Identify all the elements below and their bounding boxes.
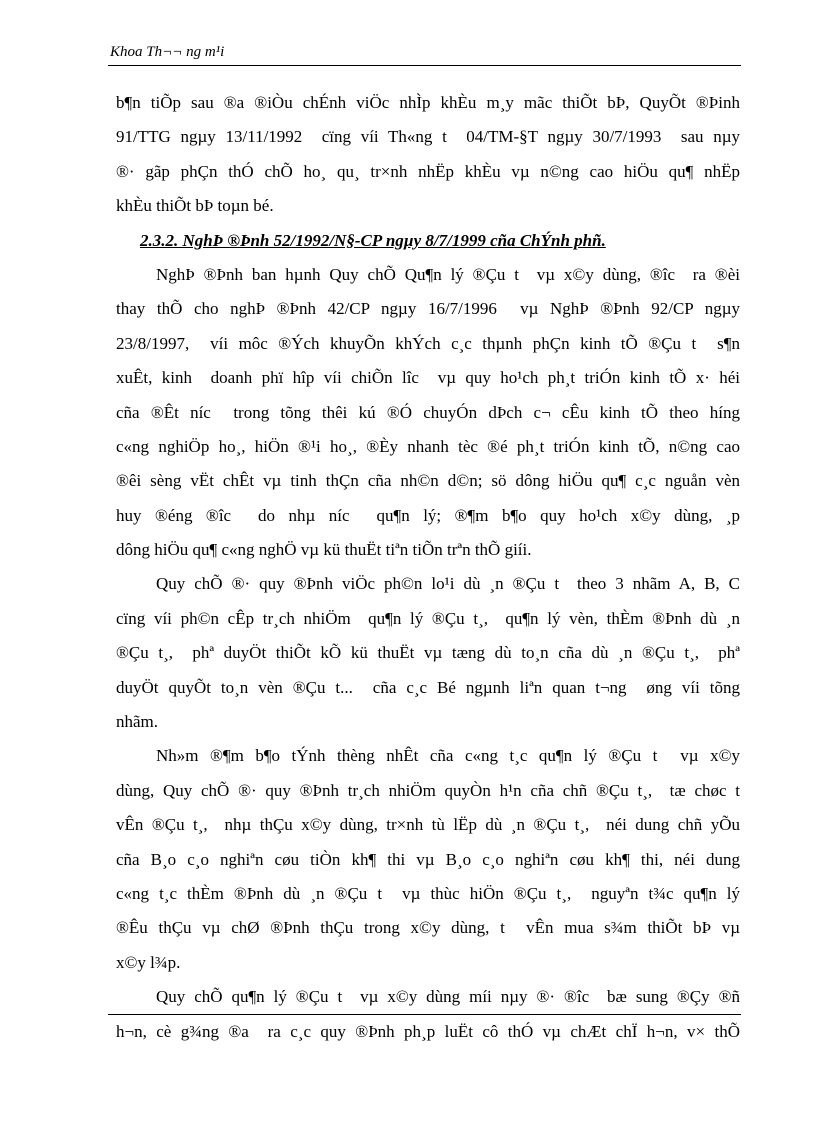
body-line: 91/TTG ngµy 13/11/1992 cïng víi Th«ng t 04/TM-§T ngµy 30/7/1993 sau nµy (116, 127, 740, 147)
body-line: cña ®Êt níc trong tõng thêi kú ®Ó chuyÓn dÞch c¬ cÊu kinh tÕ theo híng (116, 402, 740, 422)
document-body (116, 86, 740, 1049)
body-line: dông hiÖu qu¶ c«ng nghÖ vµ kü thuËt tiªn tiÕn trªn thÕ giíi. (116, 540, 532, 560)
body-line: huy ®éng ®îc do nhµ níc qu¶n lý; ®¶m b¶o quy ho¹ch x©y dùng, ¸p (116, 505, 740, 525)
paragraph-first-line: NghÞ ®Þnh ban hµnh Quy chÕ Qu¶n lý ®Çu t vµ x©y dùng, ®îc ra ®èi (156, 264, 740, 284)
body-line: c«ng t¸c thÈm ®Þnh dù ¸n ®Çu t vµ thùc hiÖn ®Çu t¸, nguyªn t¾c qu¶n lý (116, 883, 740, 903)
body-line: b¶n tiÕp sau ®a ®iÒu chÉnh viÖc nhÌp khÈu m¸y mãc thiÕt bÞ, QuyÕt ®Þinh (116, 93, 740, 112)
body-line: ®êi sèng vËt chÊt vµ tinh thÇn cña nh©n d©n; sö dông hiÖu qu¶ c¸c nguån vèn (116, 471, 740, 491)
section-heading-text: 2.3.2. NghÞ ®Þnh 52/1992/N§-CP ngµy 8/7/1999 cña ChÝnh phñ. (140, 230, 606, 250)
paragraph-first-line: Nh»m ®¶m b¶o tÝnh thèng nhÊt cña c«ng t¸c qu¶n lý ®Çu t vµ x©y (156, 746, 740, 766)
body-line: cña B¸o c¸o nghiªn cøu tiÒn kh¶ thi vµ B¸o c¸o nghiªn cøu kh¶ thi, néi dung (116, 849, 740, 869)
body-line: duyÖt quyÕt to¸n vèn ®Çu t... cña c¸c Bé ngµnh liªn quan t¬ng øng víi tõng (116, 677, 740, 697)
header-divider (108, 65, 741, 66)
body-line: ®Êu thÇu vµ chØ ®Þnh thÇu trong x©y dùng, t vÊn mua s¾m thiÕt bÞ vµ (116, 918, 740, 938)
footer-divider (108, 1014, 741, 1015)
body-line: cïng víi ph©n cÊp tr¸ch nhiÖm qu¶n lý ®Çu t¸, qu¶n lý vèn, thÈm ®Þnh dù ¸n (116, 608, 740, 628)
body-line: x©y l¾p. (116, 952, 181, 972)
paragraph-first-line: Quy chÕ qu¶n lý ®Çu t vµ x©y dùng míi nµy ®· ®îc bæ sung ®Çy ®ñ (156, 987, 740, 1007)
section-heading (116, 224, 740, 258)
header-title: Khoa Th¬¬ ng m¹i (110, 44, 225, 60)
body-line: vÊn ®Çu t¸, nhµ thÇu x©y dùng, tr×nh tù lËp dù ¸n ®Çu t¸, néi dung chñ yÕu (116, 815, 740, 835)
body-line: h¬n, cè g¾ng ®a ra c¸c quy ®Þnh ph¸p luËt cô thÓ vµ chÆt chÏ h¬n, v× thÕ (116, 1021, 740, 1041)
body-line: dùng, Quy chÕ ®· quy ®Þnh tr¸ch nhiÖm quyÒn h¹n cña chñ ®Çu t¸, tæ chøc t (116, 780, 740, 800)
body-line: ®Çu t¸, phª duyÖt thiÕt kÕ kü thuËt vµ tæng dù to¸n cña dù ¸n ®Çu t¸, phª (116, 643, 740, 663)
body-line: 23/8/1997, víi môc ®Ých khuyÕn khÝch c¸c thµnh phÇn kinh tÕ ®Çu t s¶n (116, 333, 740, 353)
body-line: xuÊt, kinh doanh phï hîp víi chiÕn lîc vµ quy ho¹ch ph¸t triÓn kinh tÕ x· héi (116, 368, 740, 388)
body-line: ®· gãp phÇn thÓ chÕ ho¸ qu¸ tr×nh nhËp khÈu vµ n©ng cao hiÖu qu¶ nhËp (116, 161, 740, 181)
body-line: khÈu thiÕt bÞ toµn bé. (116, 196, 274, 216)
body-line: c«ng nghiÖp ho¸, hiÖn ®¹i ho¸, ®Èy nhanh tèc ®é ph¸t triÓn kinh tÕ, n©ng cao (116, 436, 740, 456)
body-line: thay thÕ cho nghÞ ®Þnh 42/CP ngµy 16/7/1996 vµ NghÞ ®Þnh 92/CP ngµy (116, 299, 740, 319)
body-line: nhãm. (116, 712, 159, 732)
paragraph-first-line: Quy chÕ ®· quy ®Þnh viÖc ph©n lo¹i dù ¸n ®Çu t theo 3 nhãm A, B, C (156, 574, 740, 594)
